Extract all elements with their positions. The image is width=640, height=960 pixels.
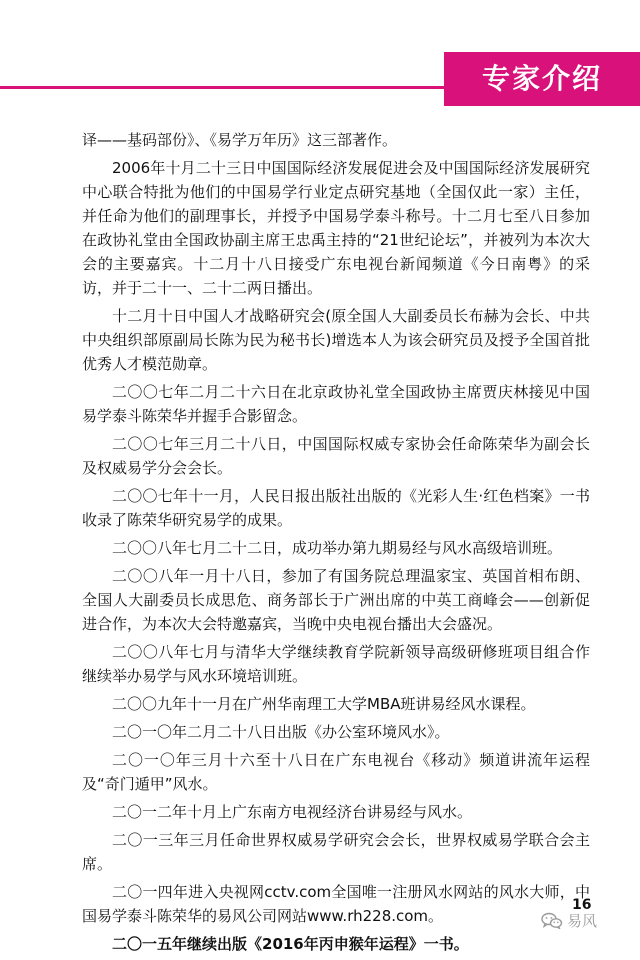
paragraph: 二〇一二年十月上广东南方电视经济台讲易经与风水。 — [112, 803, 473, 821]
paragraph: 2006年十月二十三日中国国际经济发展促进会及中国国际经济发展研究中心联合特批为他们的中国易学行业定点研究基地（全国仅此一家）主任，并任命为他们的副理事长，并授予中国易学泰斗称号。十二月七至八日参加在政协礼堂由全国政协副主席王忠禹主持的“21世纪论坛”，并被列为本次大会的主要嘉宾。十二月十八日接受广东电视台新闻频道《今日南粤》的采访，并于二十一、二十二两日播出。 — [82, 159, 590, 297]
article-body — [82, 128, 590, 960]
paragraph: 译——基码部份》、《易学万年历》这三部著作。 — [82, 131, 398, 149]
wechat-icon — [541, 912, 563, 930]
paragraph: 二〇一〇年三月十六至十八日在广东电视台《移动》频道讲流年运程及“奇门遁甲”风水。 — [82, 751, 590, 793]
paragraph-bold: 二〇一五年继续出版《2016年丙申猴年运程》一书。 — [112, 935, 469, 953]
page-number: 16 — [572, 897, 592, 913]
paragraph: 二〇一〇年二月二十八日出版《办公室环境风水》。 — [112, 723, 450, 741]
paragraph: 二〇一四年进入央视网cctv.com全国唯一注册风水网站的风水大师，中国易学泰斗陈荣华的易风公司网站www.rh228.com。 — [82, 883, 590, 925]
paragraph: 二〇〇九年十一月在广州华南理工大学MBA班讲易经风水课程。 — [112, 695, 536, 713]
paragraph: 二〇〇七年三月二十八日，中国国际权威专家协会任命陈荣华为副会长及权威易学分会会长。 — [82, 435, 590, 477]
section-tag: 专家介绍 — [444, 52, 640, 106]
paragraph: 二〇〇八年七月与清华大学继续教育学院新领导高级研修班项目组合作继续举办易学与风水环境培训班。 — [82, 643, 590, 685]
watermark-text: 易风 — [567, 912, 598, 930]
watermark — [541, 910, 597, 931]
paragraph: 十二月十日中国人才战略研究会(原全国人大副委员长布赫为会长、中共中央组织部原副局长陈为民为秘书长)增选本人为该会研究员及授予全国首批优秀人才模范勋章。 — [82, 307, 590, 373]
paragraph: 二〇〇七年十一月，人民日报出版社出版的《光彩人生·红色档案》一书收录了陈荣华研究易学的成果。 — [82, 487, 590, 529]
paragraph: 二〇〇七年二月二十六日在北京政协礼堂全国政协主席贾庆林接见中国易学泰斗陈荣华并握手合影留念。 — [82, 383, 590, 425]
paragraph: 二〇〇八年七月二十二日，成功举办第九期易经与风水高级培训班。 — [112, 539, 563, 557]
paragraph: 二〇〇八年一月十八日，参加了有国务院总理温家宝、英国首相布朗、全国人大副委员长成思危、商务部长于广洲出席的中英工商峰会——创新促进合作，为本次大会特邀嘉宾，当晚中央电视台播出大会盛况。 — [82, 567, 590, 633]
paragraph: 二〇一三年三月任命世界权威易学研究会会长，世界权威易学联合会主席。 — [82, 831, 590, 873]
